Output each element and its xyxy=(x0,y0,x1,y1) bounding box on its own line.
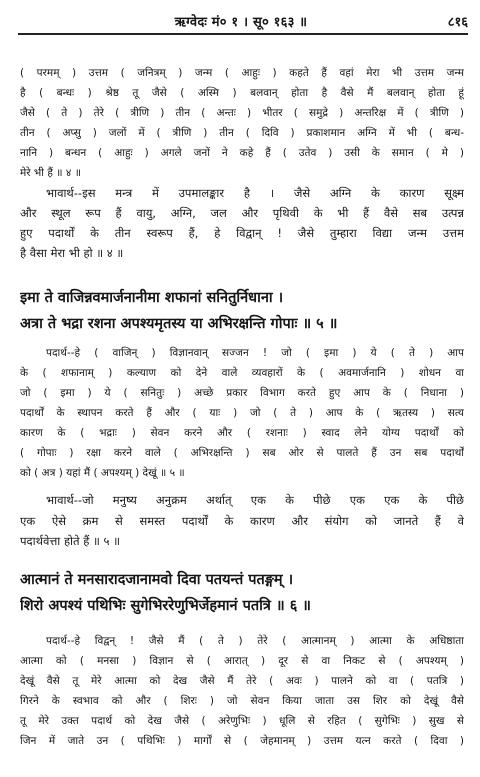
bhavartha-line: है वैसा मेरा भी हो ॥ ४ ॥ xyxy=(20,246,124,260)
text-line: जैसे ( ते ) तेरे ( त्रीणि ) तीन ( अन्तः ) भीतर ( समुद्रे ) अन्तरिक्ष में ( त्रीणि ) xyxy=(20,107,464,119)
page-number: ८१६ xyxy=(447,15,468,30)
mantra-line: अत्रा ते भद्रा रशना अपश्यमृतस्य या अभिरक्षन्ति गोपाः ॥ ५ ॥ xyxy=(20,316,338,332)
header-rule xyxy=(18,33,468,35)
padartha-line: के ( शफानाम् ) कल्याण को देने वाले व्यवहारों के ( अवमार्जनानि ) शोधन वा xyxy=(20,367,464,379)
mantra-line: इमा ते वाजिन्नवमार्जनानीमा शफानां सनितुर्निधाना । xyxy=(20,290,284,306)
bhavartha-line: पदार्थवेत्ता होते हैं ॥ ५ ॥ xyxy=(20,534,121,548)
padartha-line: पदार्थ--हे ( वाजिन् ) विज्ञानवान् सज्जन ! जो ( इमा ) ये ( ते ) आप xyxy=(46,347,464,359)
padartha-line: कारण के ( भद्राः ) सेवन करने और ( रशनाः ) स्वाद लेने योग्य पदार्थों को xyxy=(20,427,464,439)
bhavartha-line: और स्थूल रूप हैं वायु, अग्नि, जल और पृथिवी के भी हैं वैसे सब उत्पन्न xyxy=(20,206,464,220)
padartha-line: जो ( इमा ) ये ( सनितुः ) अच्छे प्रकार विभाग करते हुए आप के ( निधाना ) xyxy=(20,387,464,399)
bhavartha-line: एक ऐसे क्रम से समस्त पदार्थों के कारण और संयोग को जानते हैं वे xyxy=(20,514,464,528)
text-line: नानि ) बन्धन ( आहुः ) अगले जनों ने कहे हैं ( उतेव ) उसी के समान ( मे ) xyxy=(20,147,464,159)
padartha-line: ( गोपाः ) रक्षा करने वाले ( अभिरक्षन्ति ) सब ओर से पालते हैं उन सब पदार्थों xyxy=(20,447,464,459)
running-title: ऋग्वेदः मं० १ । सू० १६३ ॥ xyxy=(174,15,308,30)
text-line: तीन ( अप्सु ) जलों में ( त्रीणि ) तीन ( दिवि ) प्रकाशमान अग्नि में भी ( बन्ध- xyxy=(20,127,464,139)
page-header xyxy=(14,4,468,30)
bhavartha-line: भावार्थ--इस मन्त्र में उपमालङ्कार है । जैसे अग्नि के कारण सूक्ष्म xyxy=(46,186,464,200)
bhavartha-line: हुए पदार्थों के तीन स्वरूप हैं, हे विद्वान् ! जैसे तुम्हारा विद्या जन्म उत्तम xyxy=(20,226,464,240)
padartha-line: गिरने के स्वभाव को और ( शिरः ) जो सेवन किया जाता उस शिर को देखूं वैसे xyxy=(20,695,464,707)
padartha-line: देखूं वैसे तू मेरे आत्मा को देख जैसे मैं तेरे ( अवः ) पालने को वा ( पतत्रि ) xyxy=(20,675,464,687)
padartha-line: तू मेरे उक्त पदार्थ को देख जैसे ( अरेणुभिः ) धूलि से रहित ( सुगेभिः ) सुख से xyxy=(20,715,464,727)
bhavartha-line: भावार्थ--जो मनुष्य अनुक्रम अर्थात् एक के पीछे एक एक के पीछे xyxy=(46,493,464,507)
padartha-line: पदार्थों के स्थापन करते हैं और ( याः ) जो ( ते ) आप के ( ऋतस्य ) सत्य xyxy=(20,407,464,419)
padartha-line: जिन में जाते उन ( पथिभिः ) मार्गों से ( जेहमानम् ) उत्तम यत्न करते ( दिवा ) xyxy=(20,735,464,747)
mantra-line: आत्मानं ते मनसारादजानामवो दिवा पतयन्तं पतङ्गम् । xyxy=(20,572,294,588)
text-line: है ( बन्धः ) श्रेष्ठ तू जैसे ( अस्मि ) बलवान् होता है वैसे मैं बलवान् होता हूं xyxy=(20,87,464,99)
padartha-line: को ( अत्र ) यहां मैं ( अपश्यम् ) देखूं ॥ ५ ॥ xyxy=(20,467,185,479)
text-line: ( परमम् ) उत्तम ( जनित्रम् ) जन्म ( आहुः ) कहते हैं वहां मेरा भी उत्तम जन्म xyxy=(20,67,464,79)
text-line: मेरे भी हैं ॥ ४ ॥ xyxy=(20,167,81,179)
padartha-line: पदार्थ--हे विद्वन् ! जैसे मैं ( ते ) तेरे ( आत्मानम् ) आत्मा के अधिष्ठाता xyxy=(46,635,464,647)
padartha-line: आत्मा को ( मनसा ) विज्ञान से ( आरात् ) दूर से वा निकट से ( अपश्यम् ) xyxy=(20,655,464,667)
mantra-line: शिरो अपश्यं पथिभिः सुगेभिररेणुभिर्जेहमानं पतत्रि ॥ ६ ॥ xyxy=(20,598,311,614)
